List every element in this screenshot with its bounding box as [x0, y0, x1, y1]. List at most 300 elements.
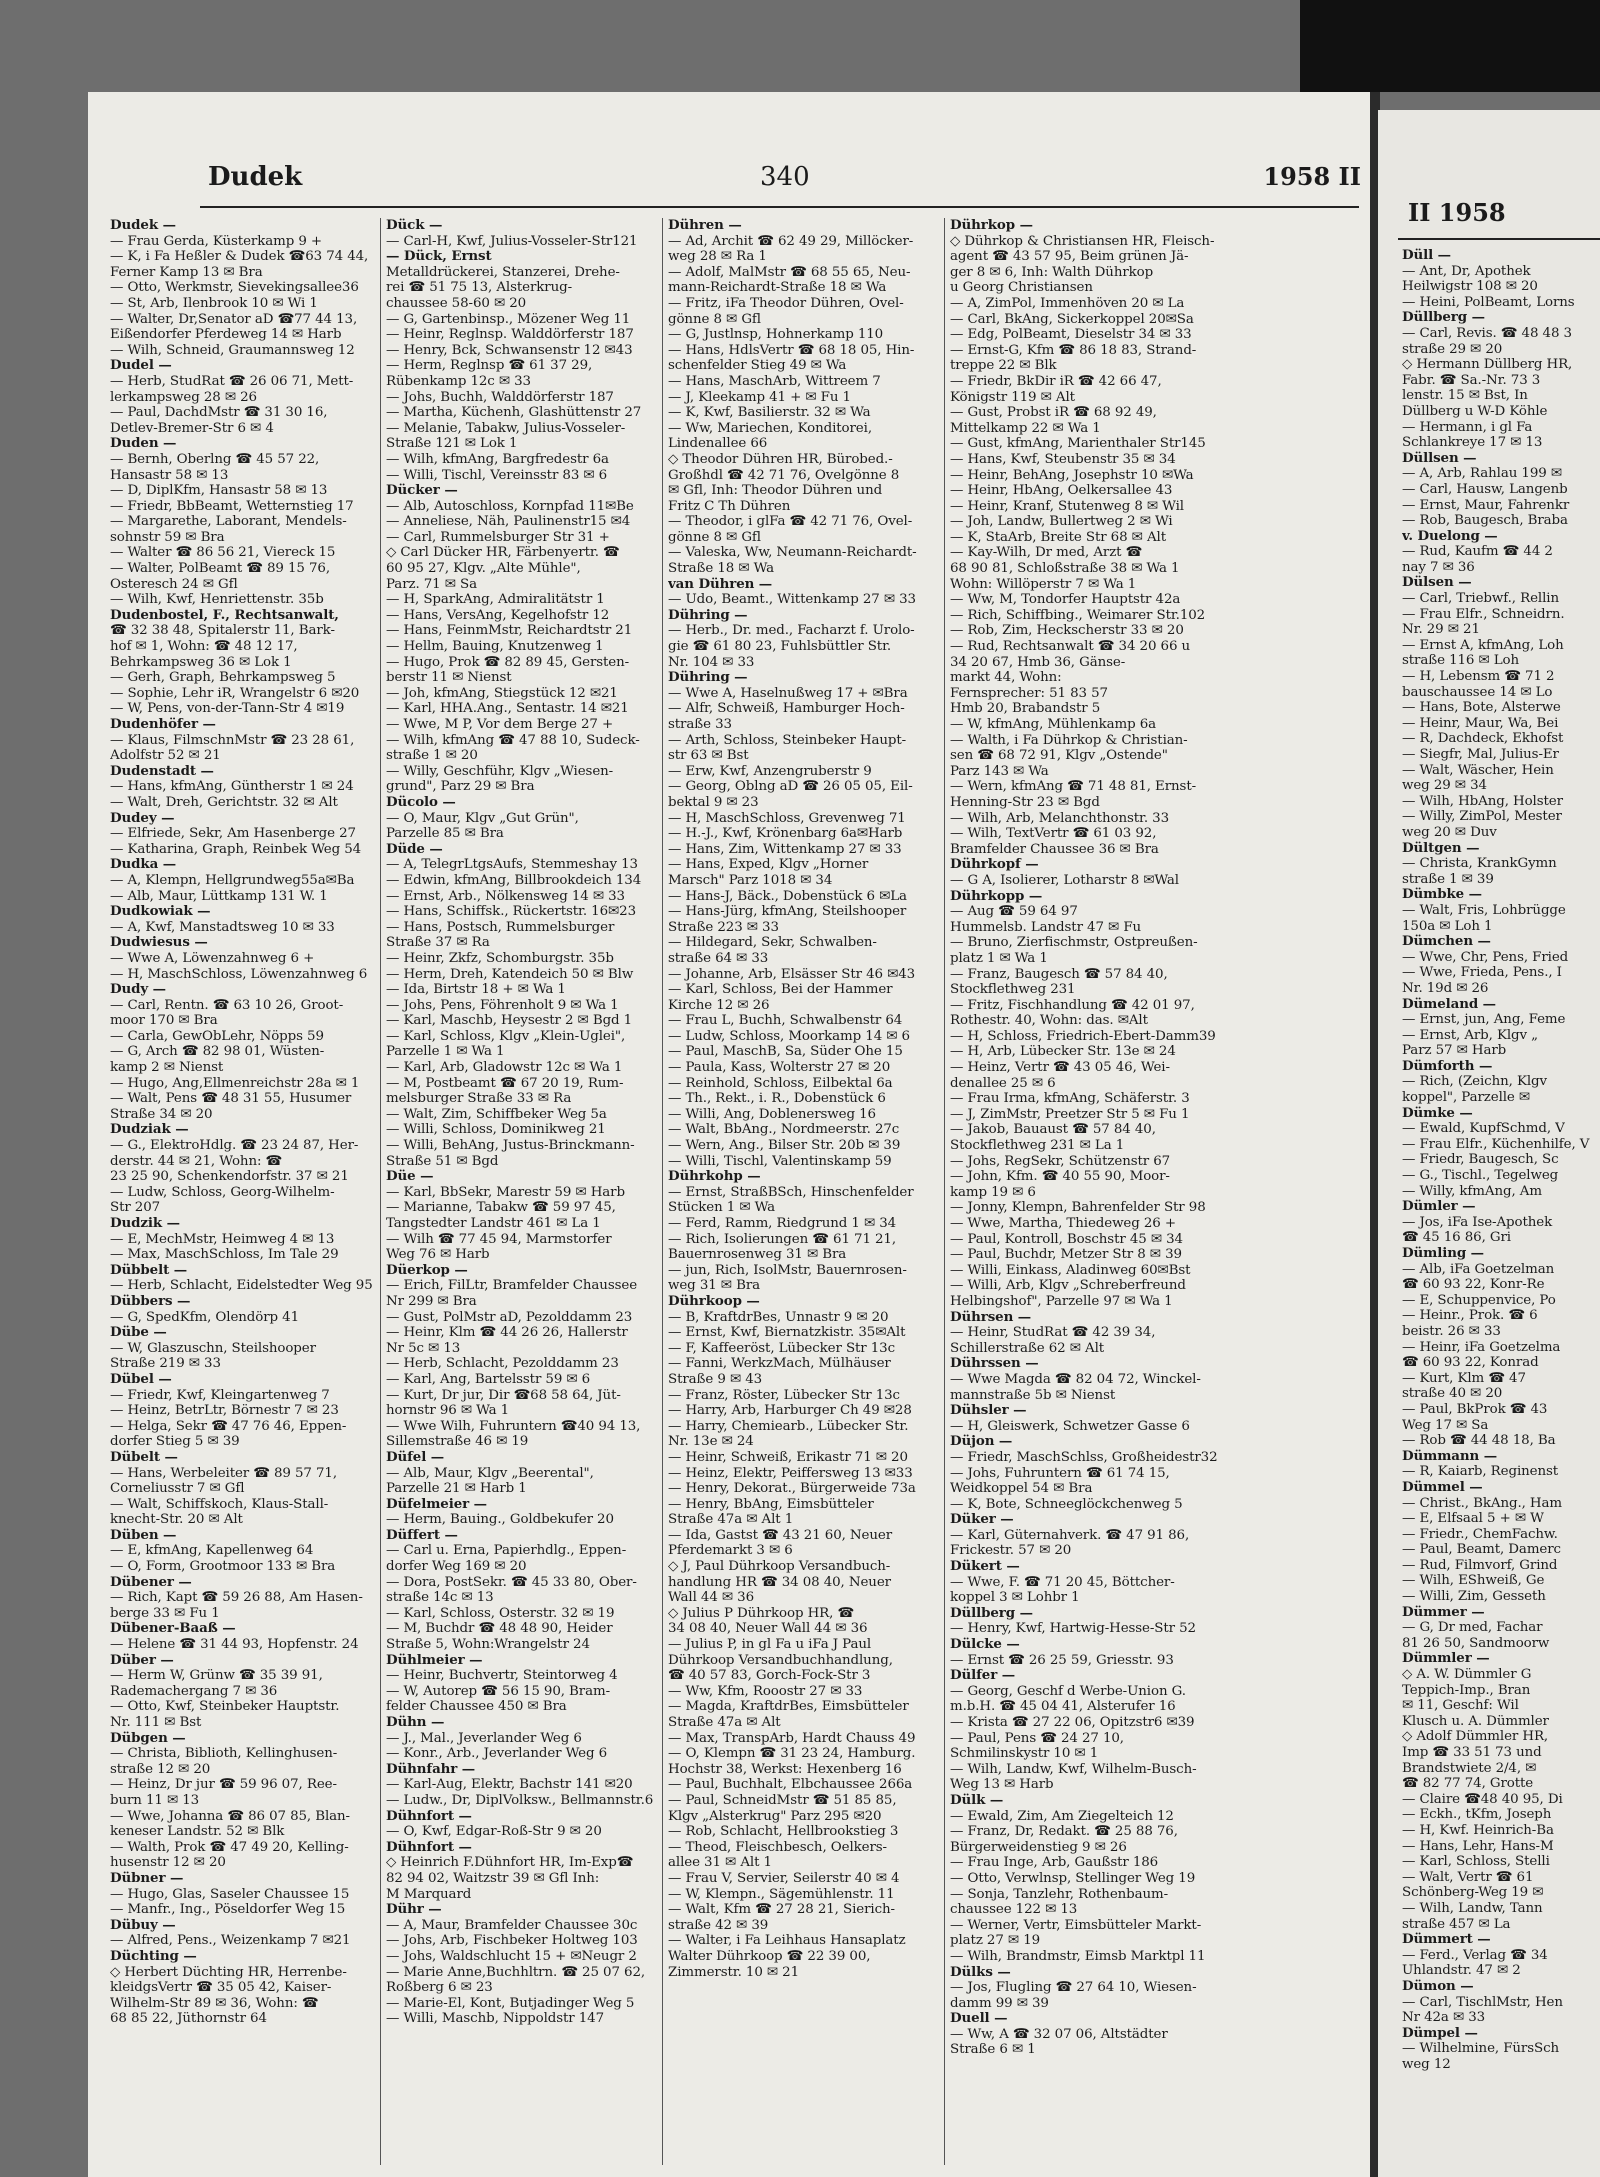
directory-entry-line: — Katharina, Graph, Reinbek Weg 54: [110, 841, 362, 857]
surname-heading: Dümling —: [1402, 1246, 1484, 1261]
directory-entry-line: straße 64 ✉ 33: [668, 950, 769, 966]
directory-entry-line: — Anneliese, Näh, Paulinenstr15 ✉4: [386, 514, 631, 530]
directory-entry-line: — Helga, Sekr ☎ 47 76 46, Eppen-: [110, 1418, 347, 1434]
directory-entry-line: — Aug ☎ 59 64 97: [950, 904, 1078, 920]
directory-entry-line: — Konr., Arb., Jeverlander Weg 6: [386, 1746, 608, 1762]
directory-entry-line: — Harry, Arb, Harburger Ch 49 ✉28: [668, 1403, 912, 1419]
directory-entry-line: — Ernst ☎ 26 25 59, Griesstr. 93: [950, 1652, 1174, 1668]
directory-entry-line: — Heini, PolBeamt, Lorns: [1402, 294, 1575, 310]
directory-entry-line: — Bernh, Oberlng ☎ 45 57 22,: [110, 451, 320, 467]
directory-entry-line: felder Chaussee 450 ✉ Bra: [386, 1699, 567, 1715]
directory-entry-line: — Ant, Dr, Apothek: [1402, 263, 1531, 279]
directory-entry-line: — Elfriede, Sekr, Am Hasenberge 27: [110, 826, 356, 842]
directory-entry-line: — Helene ☎ 31 44 93, Hopfenstr. 24: [110, 1637, 359, 1653]
directory-entry-line: Nr. 111 ✉ Bst: [110, 1715, 202, 1730]
directory-entry-line: — Paul, MaschB, Sa, Süder Ohe 15: [668, 1044, 903, 1060]
scan-border: [1300, 0, 1600, 92]
directory-entry-line: — Klaus, FilmschnMstr ☎ 23 28 61,: [110, 732, 355, 748]
directory-entry-line: u Georg Christiansen: [950, 280, 1093, 296]
directory-entry-line: — Alfr, Schweiß, Hamburger Hoch-: [668, 701, 905, 717]
directory-entry-line: — Heinz, Elektr, Peiffersweg 13 ✉33: [668, 1465, 913, 1481]
directory-entry-line: — Hans, HdlsVertr ☎ 68 18 05, Hin-: [668, 342, 915, 358]
directory-entry-line: — A, TelegrLtgsAufs, Stemmeshay 13: [386, 857, 638, 873]
directory-entry-line: — O, Form, Grootmoor 133 ✉ Bra: [110, 1559, 336, 1575]
directory-entry-line: — Ernst, Arb., Nölkensweg 14 ✉ 33: [386, 888, 625, 904]
directory-entry-line: rei ☎ 51 75 13, Alsterkrug-: [386, 280, 573, 296]
surname-heading: Düchting —: [110, 1948, 197, 1964]
directory-entry-line: burn 11 ✉ 13: [110, 1792, 200, 1808]
directory-entry-line: — Heinr, Maur, Wa, Bei: [1402, 715, 1559, 731]
directory-entry-line: — Kurt, Klm ☎ 47: [1402, 1370, 1526, 1386]
directory-entry-line: — H.-J., Kwf, Krönenbarg 6a✉Harb: [668, 826, 903, 842]
surname-heading: Dülk —: [950, 1792, 1004, 1808]
directory-entry-line: — Joh, kfmAng, Stiegstück 12 ✉21: [386, 685, 618, 701]
directory-entry-line: — Wwe, F. ☎ 71 20 45, Böttcher-: [950, 1574, 1175, 1590]
directory-entry-line: — Paula, Kass, Wolterstr 27 ✉ 20: [668, 1060, 891, 1076]
directory-entry-line: — Jos, Flugling ☎ 27 64 10, Wiesen-: [950, 1980, 1197, 1996]
directory-entry-line: — Eckh., tKfm, Joseph: [1402, 1807, 1552, 1823]
directory-entry-line: beistr. 26 ✉ 33: [1402, 1323, 1501, 1339]
directory-entry-line: straße 40 ✉ 20: [1402, 1386, 1503, 1402]
page2-running-head: II 1958: [1408, 198, 1506, 227]
directory-entry-line: — Krista ☎ 27 22 06, Opitzstr6 ✉39: [950, 1715, 1195, 1730]
directory-entry-line: — M, Postbeamt ☎ 67 20 19, Rum-: [386, 1075, 624, 1091]
directory-entry-line: Nr. 29 ✉ 21: [1402, 622, 1480, 638]
directory-entry-line: Henning-Str 23 ✉ Bgd: [950, 794, 1100, 810]
directory-entry-line: Marsch" Parz 1018 ✉ 34: [668, 872, 833, 888]
header-rule: [1398, 238, 1600, 240]
directory-entry-line: — Herm, Bauing., Goldbekufer 20: [386, 1512, 614, 1528]
directory-entry-line: Schlankreye 17 ✉ 13: [1402, 435, 1543, 451]
directory-entry-line: — Carl, Revis. ☎ 48 48 3: [1402, 325, 1572, 341]
directory-entry-line: — W, Klempn., Sägemühlenstr. 11: [668, 1886, 895, 1902]
surname-heading: Dümmert —: [1402, 1932, 1491, 1948]
surname-heading: Düffert —: [386, 1527, 458, 1543]
directory-entry-line: — Paul, Kontroll, Boschstr 45 ✉ 34: [950, 1231, 1183, 1247]
directory-entry-line: — Georg, Geschf d Werbe-Union G.: [950, 1683, 1186, 1699]
directory-entry-line: grund", Parz 29 ✉ Bra: [386, 779, 535, 795]
directory-entry-line: — Ludw, Schloss, Georg-Wilhelm-: [110, 1184, 335, 1200]
directory-entry-line: dorfer Stieg 5 ✉ 39: [110, 1434, 240, 1450]
directory-entry-line: lerkampsweg 28 ✉ 26: [110, 389, 257, 405]
directory-entry-line: — Herm, Reglnsp ☎ 61 37 29,: [386, 358, 593, 374]
directory-entry-line: — Ewald, KupfSchmd, V: [1402, 1121, 1565, 1137]
directory-entry-line: Heilwigstr 108 ✉ 20: [1402, 279, 1538, 295]
directory-entry-line: allee 31 ✉ Alt 1: [668, 1855, 772, 1871]
directory-entry-line: — Herb., Dr. med., Facharzt f. Urolo-: [668, 623, 915, 639]
directory-entry-line: — Johs, Pens, Föhrenholt 9 ✉ Wa 1: [386, 997, 619, 1013]
directory-entry-line: — A, ZimPol, Immenhöven 20 ✉ La: [950, 295, 1185, 311]
directory-entry-line: Parz. 71 ✉ Sa: [386, 576, 477, 592]
surname-heading: Dück —: [386, 218, 443, 233]
surname-heading: Dülks —: [950, 1964, 1011, 1980]
directory-entry-line: Stockflethweg 231 ✉ La 1: [950, 1138, 1125, 1154]
directory-entry-line: — Wilh, Landw, Kwf, Wilhelm-Busch-: [950, 1761, 1197, 1777]
directory-entry-line: — Heinr, Reglnsp. Walddörferstr 187: [386, 327, 634, 343]
directory-entry-line: dorfer Weg 169 ✉ 20: [386, 1559, 527, 1575]
directory-entry-line: straße 33: [668, 717, 732, 732]
directory-entry-line: — Hugo, Ang,Ellmenreichstr 28a ✉ 1: [110, 1075, 360, 1091]
directory-entry-line: ☎ 45 16 86, Gri: [1402, 1230, 1511, 1246]
directory-entry-line: str 63 ✉ Bst: [668, 748, 749, 764]
directory-entry-line: Corneliusstr 7 ✉ Gfl: [110, 1481, 245, 1497]
directory-entry-line: 34 20 67, Hmb 36, Gänse-: [950, 654, 1126, 670]
directory-entry-line: — Hans, Lehr, Hans-M: [1402, 1838, 1554, 1854]
surname-heading: Dührkoop —: [668, 1293, 760, 1309]
directory-entry-line: Nr. 104 ✉ 33: [668, 654, 755, 670]
directory-entry-line: — Rob, Zim, Heckscherstr 33 ✉ 20: [950, 623, 1184, 639]
directory-entry-line: — Walt, Dreh, Gerichtstr. 32 ✉ Alt: [110, 794, 338, 810]
directory-entry-line: Schönberg-Weg 19 ✉: [1402, 1885, 1544, 1901]
directory-entry-line: kleidgsVertr ☎ 35 05 42, Kaiser-: [110, 1980, 332, 1996]
directory-entry-line: — Heinr, Buchvertr, Steintorweg 4: [386, 1668, 618, 1684]
directory-entry-line: — Paul, DachdMstr ☎ 31 30 16,: [110, 405, 328, 421]
directory-entry-line: — O, Klempn ☎ 31 23 24, Hamburg.: [668, 1746, 916, 1762]
directory-entry-line: 82 94 02, Waitzstr 39 ✉ Gfl Inh:: [386, 1870, 600, 1886]
directory-entry-line: — Frau V, Servier, Seilerstr 40 ✉ 4: [668, 1870, 900, 1886]
directory-entry-line: ☎ 40 57 83, Gorch-Fock-Str 3: [668, 1668, 871, 1684]
directory-entry-line: — Heinr, HbAng, Oelkersallee 43: [950, 483, 1173, 499]
directory-entry-line: — Otto, Werkmstr, Sievekingsallee36: [110, 280, 359, 296]
surname-heading: Dümke —: [1402, 1105, 1473, 1121]
directory-entry-line: — Frau Inge, Arb, Gaußstr 186: [950, 1855, 1159, 1871]
directory-entry-line: — Ww, Mariechen, Konditorei,: [668, 420, 872, 436]
directory-entry-line: — Walt, BbAng., Nordmeerstr. 27c: [668, 1122, 900, 1138]
directory-entry-line: — Walt, Pens ☎ 48 31 55, Husumer: [110, 1091, 352, 1107]
directory-entry-line: — Hans, VersAng, Kegelhofstr 12: [386, 607, 610, 623]
directory-entry-line: Klgv „Alsterkrug" Parz 295 ✉20: [668, 1808, 882, 1824]
directory-entry-line: — Wwe A, Löwenzahnweg 6 +: [110, 950, 315, 966]
directory-entry-line: — Harry, Chemiearb., Lübecker Str.: [668, 1418, 909, 1434]
directory-entry-line: markt 44, Wohn:: [950, 670, 1062, 686]
directory-entry-line: — Johanne, Arb, Elsässer Str 46 ✉43: [668, 966, 916, 982]
directory-entry-line: — Friedr, MaschSchlss, Großheidestr32: [950, 1449, 1218, 1465]
directory-entry-line: — Kay-Wilh, Dr med, Arzt ☎: [950, 545, 1143, 561]
directory-entry-line: — H, Lebensm ☎ 71 2: [1402, 669, 1555, 685]
directory-entry-line: — Frau Elfr., Schneidrn.: [1402, 606, 1565, 622]
directory-entry-line: — Johs, RegSekr, Schützenstr 67: [950, 1153, 1171, 1169]
directory-entry-line: — Heinz, BetrLtr, Börnestr 7 ✉ 23: [110, 1403, 339, 1419]
surname-heading: Dührssen —: [950, 1356, 1039, 1372]
directory-entry-line: Königstr 119 ✉ Alt: [950, 389, 1075, 405]
directory-entry-line: bauschaussee 14 ✉ Lo: [1402, 684, 1553, 700]
directory-entry-line: — Walt, Kfm ☎ 27 28 21, Sierich-: [668, 1902, 895, 1918]
surname-heading: Dudel —: [110, 358, 172, 374]
directory-entry-line: — Otto, Verwlnsp, Stellinger Weg 19: [950, 1870, 1196, 1886]
directory-entry-line: Straße 34 ✉ 20: [110, 1106, 213, 1122]
directory-entry-line: — Max, TranspArb, Hardt Chauss 49: [668, 1730, 916, 1746]
directory-entry-line: — Frau Gerda, Küsterkamp 9 +: [110, 233, 323, 249]
directory-entry-line: — Hans, Bote, Alsterwe: [1402, 700, 1561, 716]
directory-entry-line: — Willi, Arb, Klgv „Schreberfreund: [950, 1278, 1186, 1294]
directory-entry-line: — Wern, Ang., Bilser Str. 20b ✉ 39: [668, 1138, 901, 1154]
surname-heading: Düfel —: [386, 1449, 445, 1465]
directory-entry-line: — Johs, Arb, Fischbeker Holtweg 103: [386, 1933, 638, 1949]
directory-entry-line: — Johs, Waldschlucht 15 + ✉Neugr 2: [386, 1948, 637, 1964]
directory-entry-line: — Karl, HHA.Ang., Sentastr. 14 ✉21: [386, 701, 629, 717]
directory-entry-line: — R, Kaiarb, Reginenst: [1402, 1464, 1559, 1480]
directory-entry-line: Mittelkamp 22 ✉ Wa 1: [950, 420, 1101, 436]
column-divider: [662, 218, 663, 2165]
surname-heading: Dübner —: [110, 1870, 184, 1886]
directory-entry-line: — Franz, Baugesch ☎ 57 84 40,: [950, 966, 1168, 982]
surname-heading: Dudy —: [110, 982, 166, 998]
surname-heading: Dümmel —: [1402, 1479, 1483, 1495]
surname-heading: Dührkohp —: [668, 1169, 761, 1185]
directory-entry-line: — Wilh, Brandmstr, Eimsb Marktpl 11: [950, 1948, 1206, 1964]
directory-entry-line: Wall 44 ✉ 36: [668, 1590, 755, 1606]
directory-entry-line: — Heinr., Prok. ☎ 6: [1402, 1308, 1538, 1324]
directory-entry-line: — G, SpedKfm, Olendörp 41: [110, 1309, 300, 1325]
directory-entry-line: — Edwin, kfmAng, Billbrookdeich 134: [386, 872, 642, 888]
surname-heading: Düllberg —: [1402, 310, 1485, 326]
surname-heading: Dübener —: [110, 1574, 192, 1590]
directory-entry-line: — Manfr., Ing., Pöseldorfer Weg 15: [110, 1902, 346, 1918]
directory-entry-line: — E, MechMstr, Heimweg 4 ✉ 13: [110, 1231, 335, 1247]
directory-entry-line: — Karl, Schloss, Osterstr. 32 ✉ 19: [386, 1605, 615, 1621]
directory-entry-line: — Friedr., ChemFachw.: [1402, 1526, 1558, 1542]
directory-entry-line: Großhdl ☎ 42 71 76, Ovelgönne 8: [668, 467, 900, 483]
directory-entry-line: — Wern, kfmAng ☎ 71 48 81, Ernst-: [950, 779, 1197, 795]
directory-entry-line: Weg 13 ✉ Harb: [950, 1777, 1054, 1793]
directory-entry-line: — Hans, FeinmMstr, Reichardtstr 21: [386, 623, 633, 639]
directory-entry-line: lenstr. 15 ✉ Bst, In: [1402, 388, 1528, 404]
directory-entry-line: ◇ J, Paul Dührkoop Versandbuch-: [668, 1559, 891, 1575]
directory-entry-line: chaussee 58-60 ✉ 20: [386, 295, 527, 311]
directory-entry-line: — Carl, Triebwf., Rellin: [1402, 591, 1559, 607]
directory-entry-line: — Ludw, Schloss, Moorkamp 14 ✉ 6: [668, 1028, 910, 1044]
directory-entry-line: — Wwe A, Haselnußweg 17 + ✉Bra: [668, 685, 908, 701]
directory-entry-line: Zimmerstr. 10 ✉ 21: [668, 1964, 800, 1980]
directory-entry-line: — Henry, Bck, Schwansenstr 12 ✉43: [386, 342, 633, 358]
directory-entry-line: — Ferd, Ramm, Riedgrund 1 ✉ 34: [668, 1216, 897, 1231]
surname-heading: Düllsen —: [1402, 450, 1477, 466]
directory-entry-line: — Carla, GewObLehr, Nöpps 59: [110, 1028, 324, 1044]
directory-entry-line: — Rob ☎ 44 48 18, Ba: [1402, 1433, 1556, 1449]
surname-heading: Dümbke —: [1402, 887, 1482, 903]
surname-heading: Dudenhöfer —: [110, 717, 216, 732]
directory-entry-line: — K, StaArb, Breite Str 68 ✉ Alt: [950, 529, 1166, 545]
directory-entry-line: — Willy, kfmAng, Am: [1402, 1183, 1542, 1199]
directory-entry-line: — Th., Rekt., i. R., Dobenstück 6: [668, 1091, 886, 1107]
directory-entry-line: Kirche 12 ✉ 26: [668, 997, 770, 1013]
directory-entry-line: — Herb, Schlacht, Pezolddamm 23: [386, 1356, 619, 1372]
directory-entry-line: — Wwe, M P, Vor dem Berge 27 +: [386, 717, 614, 732]
directory-entry-line: Rothestr. 40, Wohn: das. ✉Alt: [950, 1013, 1148, 1029]
directory-entry-line: — Martha, Küchenh, Glashüttenstr 27: [386, 405, 642, 421]
directory-entry-line: moor 170 ✉ Bra: [110, 1013, 218, 1029]
directory-entry-line: — Ww, M, Tondorfer Hauptstr 42a: [950, 592, 1181, 608]
directory-entry-line: Schmilinskystr 10 ✉ 1: [950, 1746, 1099, 1762]
directory-entry-line: — Heinr, Schweiß, Erikastr 71 ✉ 20: [668, 1449, 908, 1465]
directory-entry-line: 34 08 40, Neuer Wall 44 ✉ 36: [668, 1621, 868, 1637]
directory-entry-line: — Alb, Maur, Klgv „Beerental",: [386, 1465, 594, 1481]
directory-entry-line: — Carl, Rummelsburger Str 31 +: [386, 529, 610, 545]
surname-heading: Dümmler —: [1402, 1651, 1490, 1667]
directory-entry-line: — Franz, Röster, Lübecker Str 13c: [668, 1387, 900, 1403]
directory-entry-line: — Ida, Gastst ☎ 43 21 60, Neuer: [668, 1527, 893, 1543]
directory-entry-line: Düllberg u W-D Köhle: [1402, 403, 1548, 419]
directory-entry-line: — Willi, Einkass, Aladinweg 60✉Bst: [950, 1262, 1191, 1278]
directory-entry-line: Straße 223 ✉ 33: [668, 919, 779, 935]
directory-entry-line: — Herb, Schlacht, Eidelstedter Weg 95: [110, 1278, 373, 1294]
directory-entry-line: — Wwe, Frieda, Pens., I: [1402, 965, 1562, 981]
directory-entry-line: — G., ElektroHdlg. ☎ 23 24 87, Her-: [110, 1138, 359, 1154]
directory-entry-line: — Hans, Postsch, Rummelsburger: [386, 919, 615, 935]
surname-heading: Dümeland —: [1402, 996, 1496, 1012]
directory-entry-line: — Heinr, Klm ☎ 44 26 26, Hallerstr: [386, 1325, 628, 1341]
directory-entry-line: — Walth, i Fa Dührkop & Christian-: [950, 732, 1188, 748]
directory-entry-line: — Julius P, in gl Fa u iFa J Paul: [668, 1637, 872, 1653]
directory-entry-line: 23 25 90, Schenkendorfstr. 37 ✉ 21: [110, 1169, 349, 1185]
directory-entry-line: — John, Kfm. ☎ 40 55 90, Moor-: [950, 1169, 1170, 1185]
directory-entry-line: sohnstr 59 ✉ Bra: [110, 529, 225, 545]
directory-entry-line: — G, Arch ☎ 82 98 01, Wüsten-: [110, 1044, 325, 1060]
year-volume: 1958 II: [1263, 162, 1361, 191]
directory-entry-line: — Walt, Vertr ☎ 61: [1402, 1869, 1534, 1885]
directory-entry-line: berge 33 ✉ Fu 1: [110, 1605, 220, 1621]
directory-entry-line: — W, Autorep ☎ 56 15 90, Bram-: [386, 1683, 610, 1699]
surname-heading: Dühring —: [668, 670, 748, 686]
surname-heading: Dübbelt —: [110, 1262, 188, 1278]
directory-entry-line: — Fanni, WerkzMach, Mülhäuser: [668, 1356, 891, 1372]
directory-entry-line: 68 85 22, Jüthornstr 64: [110, 2011, 267, 2027]
directory-entry-line: Roßberg 6 ✉ 23: [386, 1980, 493, 1996]
directory-entry-line: mannstraße 5b ✉ Nienst: [950, 1387, 1116, 1403]
surname-heading: Düe —: [386, 1169, 434, 1185]
directory-entry-line: — H, SparkAng, Admiralitätstr 1: [386, 592, 605, 608]
directory-entry-line: Fernsprecher: 51 83 57: [950, 685, 1108, 701]
directory-entry-line: — Rich, Kapt ☎ 59 26 88, Am Hasen-: [110, 1590, 363, 1606]
directory-entry-line: — Heinr, Zkfz, Schomburgstr. 35b: [386, 950, 614, 966]
directory-entry-line: knecht-Str. 20 ✉ Alt: [110, 1512, 243, 1528]
directory-entry-line: — Hans, Schiffsk., Rückertstr. 16✉23: [386, 904, 636, 920]
surname-heading: van Dühren —: [668, 576, 773, 592]
directory-entry-line: — A, Klempn, Hellgrundweg55a✉Ba: [110, 872, 355, 888]
column-divider: [380, 218, 381, 2165]
directory-entry-line: — Wilh, Landw, Tann: [1402, 1900, 1543, 1916]
directory-entry-line: M Marquard: [386, 1886, 472, 1902]
directory-entry-line: Stücken 1 ✉ Wa: [668, 1200, 776, 1216]
directory-entry-line: straße 29 ✉ 20: [1402, 341, 1503, 357]
directory-entry-line: — Dück, Ernst: [386, 249, 492, 265]
directory-entry-line: — Wilh, Arb, Melanchthonstr. 33: [950, 810, 1170, 826]
directory-entry-line: — Henry, Kwf, Hartwig-Hesse-Str 52: [950, 1621, 1196, 1637]
directory-entry-line: — Willy, ZimPol, Mester: [1402, 809, 1562, 825]
directory-entry-line: — A, Kwf, Manstadtsweg 10 ✉ 33: [110, 919, 335, 935]
directory-entry-line: — Marianne, Tabakw ☎ 59 97 45,: [386, 1200, 616, 1216]
directory-entry-line: Hansastr 58 ✉ 13: [110, 467, 229, 483]
directory-entry-line: Hummelsb. Landstr 47 ✉ Fu: [950, 919, 1142, 935]
directory-entry-line: Frickestr. 57 ✉ 20: [950, 1543, 1072, 1559]
directory-entry-line: Ferner Kamp 13 ✉ Bra: [110, 264, 263, 280]
directory-entry-line: — Wilh, Kwf, Henriettenstr. 35b: [110, 592, 324, 608]
directory-entry-line: ☎ 60 93 22, Konr-Re: [1402, 1277, 1545, 1293]
surname-heading: Dudwiesus —: [110, 935, 208, 951]
directory-entry-line: — Willi, Zim, Gesseth: [1402, 1589, 1546, 1605]
directory-entry-line: — Frau Irma, kfmAng, Schäferstr. 3: [950, 1091, 1190, 1107]
surname-heading: Dühsler —: [950, 1403, 1027, 1419]
surname-heading: Dümler —: [1402, 1199, 1476, 1215]
directory-entry-line: Straße 51 ✉ Bgd: [386, 1153, 499, 1169]
surname-heading: Dudey —: [110, 810, 175, 826]
directory-entry-line: ✉ Gfl, Inh: Theodor Dühren und: [668, 483, 883, 499]
surname-heading: Dültgen —: [1402, 840, 1480, 856]
surname-heading: Dudkowiak —: [110, 904, 211, 920]
page-number: 340: [760, 162, 810, 192]
directory-entry-line: — St, Arb, Ilenbrook 10 ✉ Wi 1: [110, 295, 318, 311]
directory-entry-line: — Rud, Rechtsanwalt ☎ 34 20 66 u: [950, 639, 1191, 655]
directory-entry-line: — Karl, Maschb, Heysestr 2 ✉ Bgd 1: [386, 1013, 633, 1029]
directory-entry-line: chaussee 122 ✉ 13: [950, 1902, 1078, 1918]
directory-entry-line: — Karl, Schloss, Klgv „Klein-Uglei",: [386, 1028, 626, 1044]
directory-entry-line: — Karl, Arb, Gladowstr 12c ✉ Wa 1: [386, 1060, 623, 1076]
directory-entry-line: — Wilh, EShweiß, Ge: [1402, 1573, 1545, 1589]
surname-heading: Dühlmeier —: [386, 1652, 483, 1668]
directory-entry-line: — Hermann, i gl Fa: [1402, 419, 1533, 435]
directory-entry-line: — E, Schuppenvice, Po: [1402, 1292, 1556, 1308]
directory-entry-line: gönne 8 ✉ Gfl: [668, 311, 761, 327]
directory-entry-line: denallee 25 ✉ 6: [950, 1075, 1056, 1091]
directory-entry-line: — Hans, Zim, Wittenkamp 27 ✉ 33: [668, 841, 902, 857]
directory-entry-line: Nr 42a ✉ 33: [1402, 2010, 1486, 2026]
directory-entry-line: Dudenbostel, F., Rechtsanwalt,: [110, 607, 339, 623]
directory-entry-line: — Fritz, iFa Theodor Dühren, Ovel-: [668, 295, 904, 311]
directory-entry-line: Eißendorfer Pferdeweg 14 ✉ Harb: [110, 327, 342, 343]
directory-entry-line: Tangstedter Landstr 461 ✉ La 1: [386, 1216, 601, 1231]
directory-entry-line: — Ernst, Maur, Fahrenkr: [1402, 497, 1570, 513]
directory-entry-line: — Hans, kfmAng, Güntherstr 1 ✉ 24: [110, 779, 354, 795]
directory-entry-line: — Wilh, Schneid, Graumannsweg 12: [110, 342, 355, 358]
directory-entry-line: — G., Tischl., Tegelweg: [1402, 1168, 1559, 1184]
directory-entry-line: — Walter ☎ 86 56 21, Viereck 15: [110, 545, 336, 561]
column-1: [110, 218, 378, 2167]
directory-entry-line: Wilhelm-Str 89 ✉ 36, Wohn: ☎: [110, 1995, 319, 2011]
directory-entry-line: Hmb 20, Brabandstr 5: [950, 701, 1101, 717]
directory-entry-line: Behrkampsweg 36 ✉ Lok 1: [110, 654, 292, 670]
directory-entry-line: Osteresch 24 ✉ Gfl: [110, 576, 238, 592]
directory-entry-line: — Paul, BkProk ☎ 43: [1402, 1401, 1548, 1417]
surname-heading: Dükert —: [950, 1559, 1020, 1575]
directory-entry-line: — Ww, A ☎ 32 07 06, Altstädter: [950, 2026, 1168, 2042]
directory-entry-line: — Walt, Schiffskoch, Klaus-Stall-: [110, 1496, 329, 1512]
directory-entry-line: — Herb, StudRat ☎ 26 06 71, Mett-: [110, 373, 354, 389]
directory-entry-line: — Marie Anne,Buchhltrn. ☎ 25 07 62,: [386, 1964, 646, 1980]
directory-entry-line: — J., Mal., Jeverlander Weg 6: [386, 1730, 582, 1746]
directory-entry-line: 81 26 50, Sandmoorw: [1402, 1635, 1550, 1651]
directory-entry-line: — Herm, Dreh, Katendeich 50 ✉ Blw: [386, 966, 634, 982]
directory-entry-line: Weg 17 ✉ Sa: [1402, 1417, 1489, 1433]
directory-entry-line: ◇ A. W. Dümmler G: [1402, 1667, 1532, 1683]
directory-entry-line: — Wilh, kfmAng, Bargfredestr 6a: [386, 451, 609, 467]
directory-entry-line: — Walt, Zim, Schiffbeker Weg 5a: [386, 1106, 607, 1122]
directory-entry-line: — Ewald, Zim, Am Ziegelteich 12: [950, 1808, 1174, 1824]
directory-entry-line: — Willi, Tischl, Valentinskamp 59: [668, 1153, 892, 1169]
directory-entry-line: Pferdemarkt 3 ✉ 6: [668, 1543, 793, 1559]
directory-entry-line: — Paul, Buchdr, Metzer Str 8 ✉ 39: [950, 1247, 1182, 1263]
directory-entry-line: kamp 2 ✉ Nienst: [110, 1060, 224, 1076]
directory-entry-line: — Heinr, StudRat ☎ 42 39 34,: [950, 1325, 1156, 1341]
directory-entry-line: — Willi, Maschb, Nippoldstr 147: [386, 2011, 605, 2027]
directory-entry-line: — Edg, PolBeamt, Dieselstr 34 ✉ 33: [950, 327, 1192, 343]
surname-heading: Dühnfort —: [386, 1839, 472, 1855]
surname-heading: Dühnfahr —: [386, 1761, 476, 1777]
surname-heading: Dübelt —: [110, 1449, 178, 1465]
directory-entry-line: — Karl, Güternahverk. ☎ 47 91 86,: [950, 1527, 1190, 1543]
surname-heading: Dührkopf —: [950, 857, 1039, 873]
directory-entry-line: — Hans, Kwf, Steubenstr 35 ✉ 34: [950, 451, 1176, 467]
surname-heading: Dudzik —: [110, 1216, 180, 1231]
